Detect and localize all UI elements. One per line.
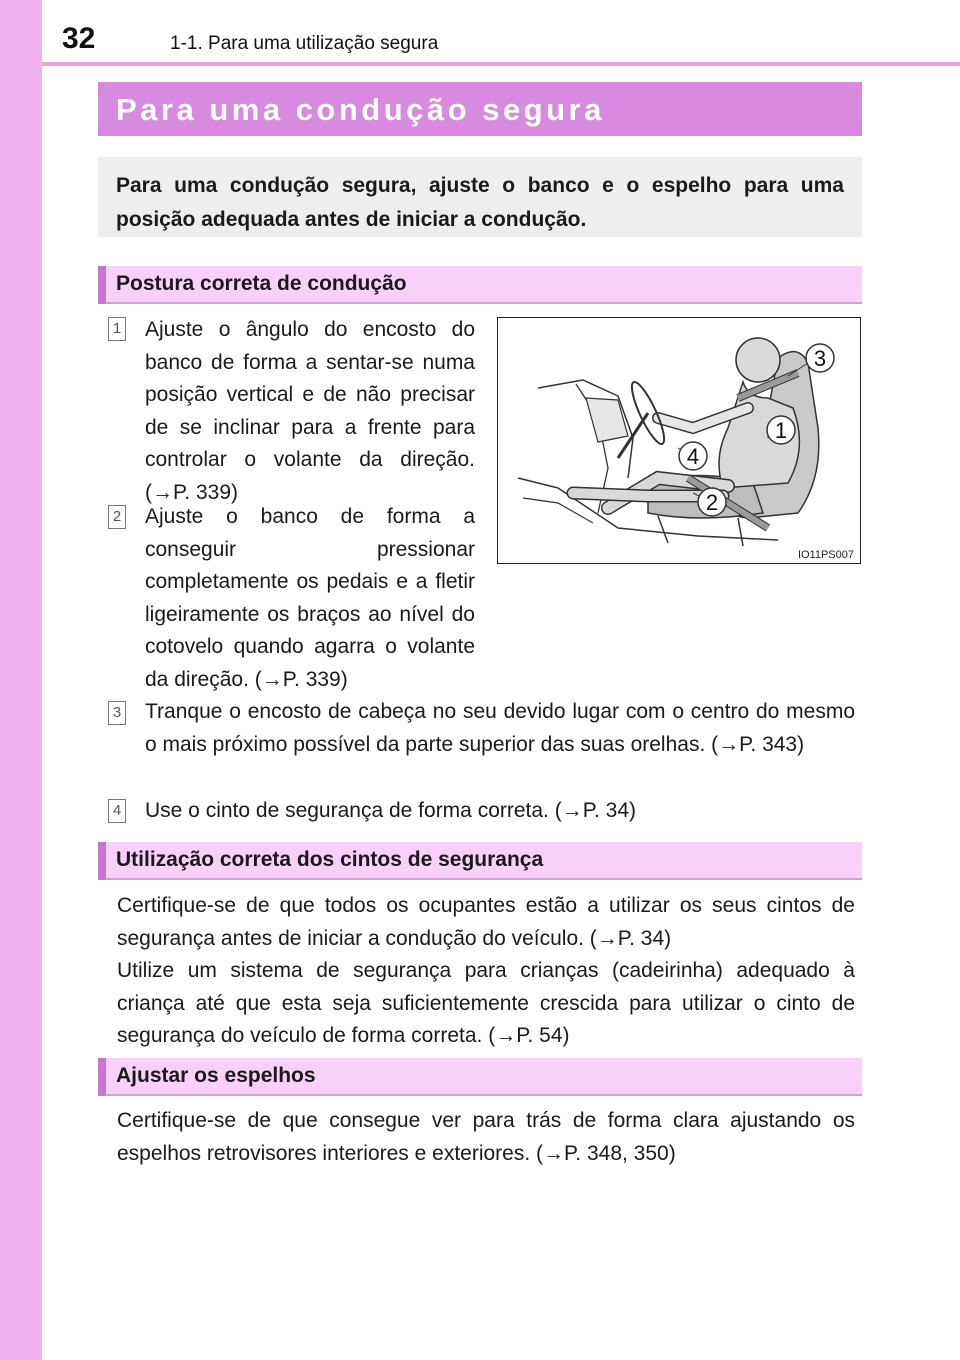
section-heading-label: Postura correta de condução <box>116 272 407 295</box>
page-number: 32 <box>62 22 96 55</box>
item-number-badge: 1 <box>108 317 126 341</box>
page-title-bar <box>98 82 862 136</box>
seatbelt-paragraph-1: Certifique-se de que todos os ocupantes estão a utilizar os seus cintos de segurança antes de iniciar a condução do veículo. (→P. 34) <box>117 894 855 950</box>
svg-text:4: 4 <box>686 444 700 469</box>
section-heading-seatbelts <box>98 842 862 880</box>
section-heading-bar <box>98 842 106 880</box>
svg-text:3: 3 <box>813 346 827 371</box>
page-title: Para uma condução segura <box>116 92 605 127</box>
section-heading-bar <box>98 1058 106 1096</box>
intro-box <box>98 157 862 237</box>
intro-text: Para uma condução segura, ajuste o banco e o espelho para uma posição adequada antes de iniciar a condução. <box>116 174 844 231</box>
posture-item-4: Use o cinto de segurança de forma correta. (→P. 34) <box>145 799 637 822</box>
item-number-badge: 2 <box>108 505 126 529</box>
seatbelt-paragraph-2: Utilize um sistema de segurança para crianças (cadeirinha) adequado à criança até que esta seja suficientemente crescida para utilizar o cinto de segurança do veículo de forma correta. (→P. 54) <box>117 959 855 1047</box>
section-heading-mirrors <box>98 1058 862 1096</box>
svg-text:1: 1 <box>774 418 788 443</box>
section-heading-posture <box>98 266 862 304</box>
section-heading-label: Utilização correta dos cintos de segurança <box>116 848 544 871</box>
posture-item-2: Ajuste o banco de forma a conseguir pressionar completamente os pedais e a fletir ligeiramente os braços ao nível do cotovelo quando agarra o volante da direção. (→P. 339) <box>145 505 475 691</box>
item-number-badge: 3 <box>108 701 126 725</box>
side-color-strip <box>0 0 42 1360</box>
posture-item-1: Ajuste o ângulo do encosto do banco de forma a sentar-se numa posição vertical e de não precisar de se inclinar para a frente para controlar o volante da direção. (→P. 339) <box>145 318 475 504</box>
posture-item-3: Tranque o encosto de cabeça no seu devido lugar com o centro do mesmo o mais próximo possível da parte superior das suas orelhas. (→P. 343) <box>145 700 855 756</box>
figure-code: IO11PS007 <box>797 549 854 561</box>
section-heading-bar <box>98 266 106 304</box>
driver-seat-illustration <box>498 318 859 562</box>
svg-text:2: 2 <box>705 490 719 515</box>
header-rule <box>42 62 960 66</box>
mirrors-paragraph: Certifique-se de que consegue ver para trás de forma clara ajustando os espelhos retrovisores interiores e exteriores. (→P. 348, 350) <box>117 1109 855 1165</box>
driving-posture-figure <box>497 317 861 564</box>
callout-4 <box>678 442 707 470</box>
callout-1 <box>767 416 795 444</box>
item-number-badge: 4 <box>108 799 126 823</box>
section-heading-label: Ajustar os espelhos <box>116 1064 316 1087</box>
running-head: 1-1. Para uma utilização segura <box>170 33 439 54</box>
